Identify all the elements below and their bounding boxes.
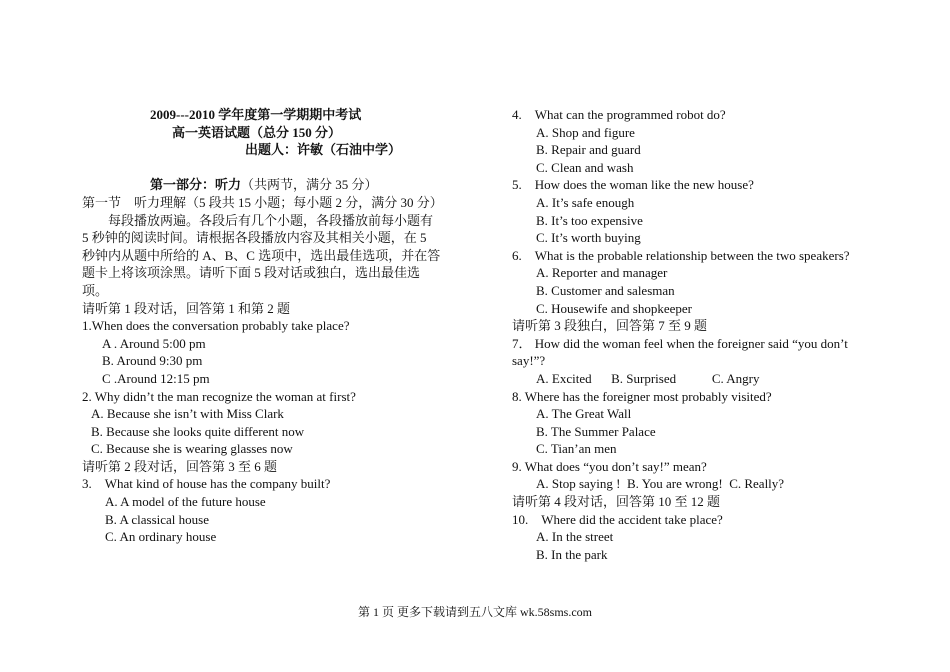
instructions-paragraph: 每段播放两遍。各段后有几个小题，各段播放前每小题有 5 秒钟的阅读时间。请根据各段播放内容及其相关小题，在 5 秒钟内从题中所给的 A、B、C 选项中，选出最佳选项，并在答题卡上将该项涂黑。请听下面 5 段对话或独白，选出最佳选项。 bbox=[82, 212, 441, 298]
segment-1-heading: 请听第 1 段对话，回答第 1 和第 2 题 bbox=[82, 300, 291, 316]
right-column bbox=[512, 106, 877, 563]
question-3: 3. What kind of house has the company built? bbox=[82, 476, 331, 492]
question-7-options: A. Excited B. Surprised C. Angry bbox=[536, 370, 760, 386]
question-9: 9. What does “you don’t say!” mean? bbox=[512, 458, 707, 474]
question-5: 5. How does the woman like the new house? bbox=[512, 177, 754, 193]
question-10-option-b: B. In the park bbox=[536, 546, 608, 562]
question-1-option-b: B. Around 9:30 pm bbox=[102, 353, 203, 369]
part-heading-rest: （共两节，满分 35 分） bbox=[241, 177, 378, 193]
question-2-option-b: B. Because she looks quite different now bbox=[91, 423, 305, 439]
exam-title: 2009---2010 学年度第一学期期中考试 bbox=[150, 107, 362, 122]
question-8-option-b: B. The Summer Palace bbox=[536, 423, 656, 439]
question-5-option-a: A. It’s safe enough bbox=[536, 194, 635, 210]
exam-subtitle: 高一英语试题（总分 150 分） bbox=[172, 124, 342, 140]
question-3-option-b: B. A classical house bbox=[105, 511, 209, 527]
question-6-option-a: A. Reporter and manager bbox=[536, 265, 668, 281]
question-6-option-b: B. Customer and salesman bbox=[536, 282, 675, 298]
part-heading bbox=[82, 176, 442, 194]
exam-author: 出题人：许敏（石油中学） bbox=[245, 142, 402, 158]
page-footer: 第 1 页 更多下载请到五八文库 wk.58sms.com bbox=[357, 605, 592, 619]
question-4: 4. What can the programmed robot do? bbox=[512, 107, 726, 122]
question-6: 6. What is the probable relationship between the two speakers? bbox=[512, 247, 850, 263]
question-2-option-a: A. Because she isn’t with Miss Clark bbox=[91, 406, 284, 422]
section-heading: 第一节 听力理解（5 段共 15 小题；每小题 2 分，满分 30 分） bbox=[82, 194, 443, 210]
question-1-option-c: C .Around 12:15 pm bbox=[102, 370, 210, 386]
question-1: 1.When does the conversation probably take place? bbox=[82, 318, 350, 334]
question-3-option-a: A. A model of the future house bbox=[105, 494, 266, 510]
question-5-option-b: B. It’s too expensive bbox=[536, 212, 643, 228]
segment-3-heading: 请听第 3 段独白，回答第 7 至 9 题 bbox=[512, 318, 708, 334]
segment-4-heading: 请听第 4 段对话，回答第 10 至 12 题 bbox=[512, 494, 721, 510]
question-1-option-a: A . Around 5:00 pm bbox=[102, 335, 206, 351]
question-2: 2. Why didn’t the man recognize the woman at first? bbox=[82, 388, 356, 404]
question-6-option-c: C. Housewife and shopkeeper bbox=[536, 300, 692, 316]
part-heading-bold: 第一部分：听力 bbox=[150, 177, 242, 193]
question-4-option-c: C. Clean and wash bbox=[536, 159, 634, 175]
question-3-option-c: C. An ordinary house bbox=[105, 529, 217, 545]
question-8: 8. Where has the foreigner most probably visited? bbox=[512, 388, 772, 404]
segment-2-heading: 请听第 2 段对话，回答第 3 至 6 题 bbox=[82, 458, 278, 474]
question-4-option-a: A. Shop and figure bbox=[536, 124, 635, 140]
question-4-option-b: B. Repair and guard bbox=[536, 142, 641, 158]
question-8-option-a: A. The Great Wall bbox=[536, 406, 632, 422]
question-10-option-a: A. In the street bbox=[536, 529, 614, 545]
question-8-option-c: C. Tian’an men bbox=[536, 441, 617, 457]
question-10: 10. Where did the accident take place? bbox=[512, 511, 723, 527]
left-column bbox=[82, 106, 442, 546]
spacer bbox=[82, 159, 442, 177]
question-5-option-c: C. It’s worth buying bbox=[536, 230, 641, 246]
question-9-options: A. Stop saying ! B. You are wrong! C. Really? bbox=[536, 476, 785, 492]
question-2-option-c: C. Because she is wearing glasses now bbox=[91, 441, 293, 457]
question-7: 7． How did the woman feel when the foreigner said “you don’t say!”? bbox=[512, 335, 848, 369]
